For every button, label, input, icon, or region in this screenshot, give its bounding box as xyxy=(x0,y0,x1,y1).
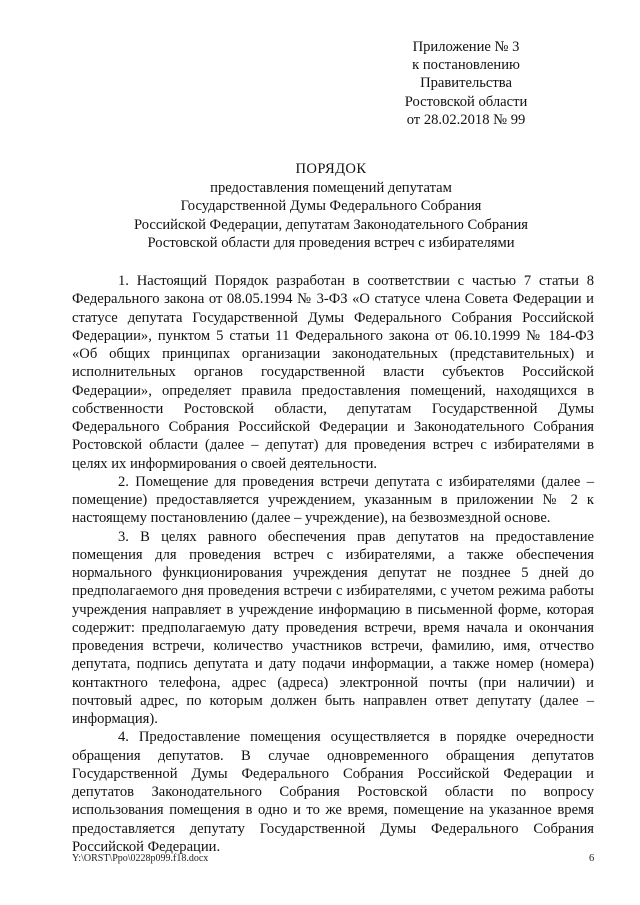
document-subtitle-line: Ростовской области для проведения встреч с избирателями xyxy=(147,235,515,252)
appendix-line: Правительства xyxy=(420,75,512,92)
appendix-line: к постановлению xyxy=(412,57,520,74)
paragraph-1: 1. Настоящий Порядок разработан в соответствии с частью 7 статьи 8 Федерального закона от 08.05.1994 № 3-ФЗ «О статусе члена Совета Федерации и статусе депутата Государственной Думы Федерального Собрания Российской Федерации», пунктом 5 статьи 11 Федерального закона от 06.10.1999 № 184-ФЗ «Об общих принципах организации законодательных (представительных) и исполнительных органов государственной власти субъектов Российской Федерации», определяет правила предоставления помещений, находящихся в собственности Ростовской области, депутатам Государственной Думы Федерального Собрания Российской Федерации и Законодательного Собрания Ростовской области (далее – депутат) для проведения встреч с избирателями в целях их информирования о своей деятельности. xyxy=(72,273,594,472)
paragraph-3: 3. В целях равного обеспечения прав депутатов на предоставление помещения для проведения встреч с избирателями, а также обеспечения нормального функционирования учреждения депутат не позднее 5 дней до предполагаемого дня проведения встречи с избирателями, с учетом режима работы учреждения направляет в учреждение информацию в письменной форме, которая содержит: предполагаемую дату проведения встречи, время начала и окончания проведения встречи, количество участников встречи, фамилию, имя, отчество депутата, подпись депутата и дату подачи информации, а также номер (номера) контактного телефона, адрес (адреса) электронной почты (при наличии) и почтовый адрес, по которым должен быть направлен ответ депутату (далее – информация). xyxy=(72,528,594,727)
page-number: 6 xyxy=(589,853,595,864)
appendix-header xyxy=(366,38,566,129)
paragraph-2: 2. Помещение для проведения встречи депутата с избирателями (далее – помещение) предоставляется учреждением, указанным в приложении № 2 к настоящему постановлению (далее – учреждение), на безвозмездной основе. xyxy=(72,473,594,527)
document-title-block xyxy=(72,160,590,253)
document-subtitle-line: предоставления помещений депутатам xyxy=(210,179,452,196)
appendix-line: Ростовской области xyxy=(404,93,528,110)
document-subtitle-line: Российской Федерации, депутатам Законодательного Собрания xyxy=(133,216,529,233)
document-title: ПОРЯДОК xyxy=(295,161,367,177)
document-body xyxy=(72,272,594,856)
appendix-line: от 28.02.2018 № 99 xyxy=(406,111,526,128)
document-subtitle-line: Государственной Думы Федерального Собрания xyxy=(180,198,482,215)
paragraph-4: 4. Предоставление помещения осуществляется в порядке очередности обращения депутатов. В случае одновременного обращения депутатов Государственной Думы Федерального Собрания Российской Федерации и депутатов Законодательного Собрания Ростовской области по вопросу использования помещения в одно и то же время, помещение на указанное время предоставляется депутату Государственной Думы Федерального Собрания Российской Федерации. xyxy=(72,729,594,855)
appendix-line: Приложение № 3 xyxy=(412,39,520,55)
footer-file-path: Y:\ORST\Ppo\0228p099.f18.docx xyxy=(72,853,209,864)
